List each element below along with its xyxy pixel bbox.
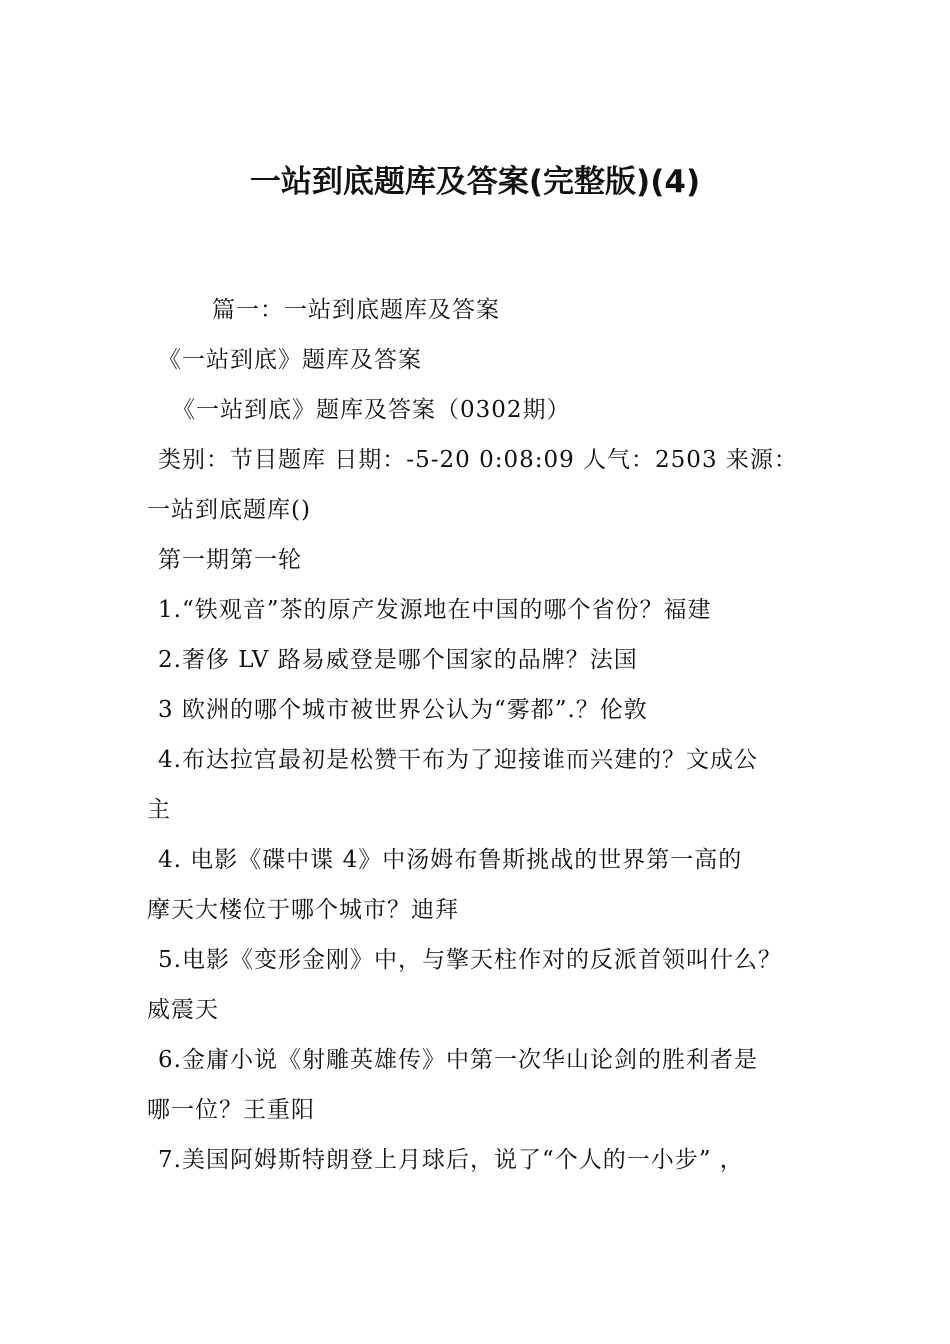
question-item: 4. 电影《碟中谍 4》中汤姆布鲁斯挑战的世界第一高的 [158,847,743,873]
question-item: 7.美国阿姆斯特朗登上月球后，说了“个人的一小步” ， [158,1147,744,1173]
document-title: 一站到底题库及答案(完整版)(4) [249,164,701,200]
question-item-continued: 摩天大楼位于哪个城市？迪拜 [147,897,459,923]
meta-line: 类别：节目题库 日期：-5-20 0:08:09 人气：2503 来源： [158,447,798,473]
question-item-continued: 哪一位？王重阳 [147,1097,315,1123]
question-item: 2.奢侈 LV 路易威登是哪个国家的品牌？法国 [158,647,638,673]
question-item: 4.布达拉宫最初是松赞干布为了迎接谁而兴建的？文成公 [158,747,758,773]
meta-line-continued: 一站到底题库() [147,497,311,523]
round-heading: 第一期第一轮 [158,547,302,573]
subheading-issue: 《一站到底》题库及答案（0302期） [172,397,571,423]
section-heading: 篇一：一站到底题库及答案 [212,297,500,323]
question-item: 6.金庸小说《射雕英雄传》中第一次华山论剑的胜利者是 [158,1047,758,1073]
question-item: 3 欧洲的哪个城市被世界公认为“雾都”.？伦敦 [158,697,648,723]
question-item-continued: 威震天 [147,997,219,1023]
question-item: 1.“铁观音”茶的原产发源地在中国的哪个省份？福建 [158,597,712,623]
question-item-continued: 主 [147,797,171,823]
subheading: 《一站到底》题库及答案 [158,347,422,373]
question-item: 5.电影《变形金刚》中，与擎天柱作对的反派首领叫什么？ [158,947,782,973]
